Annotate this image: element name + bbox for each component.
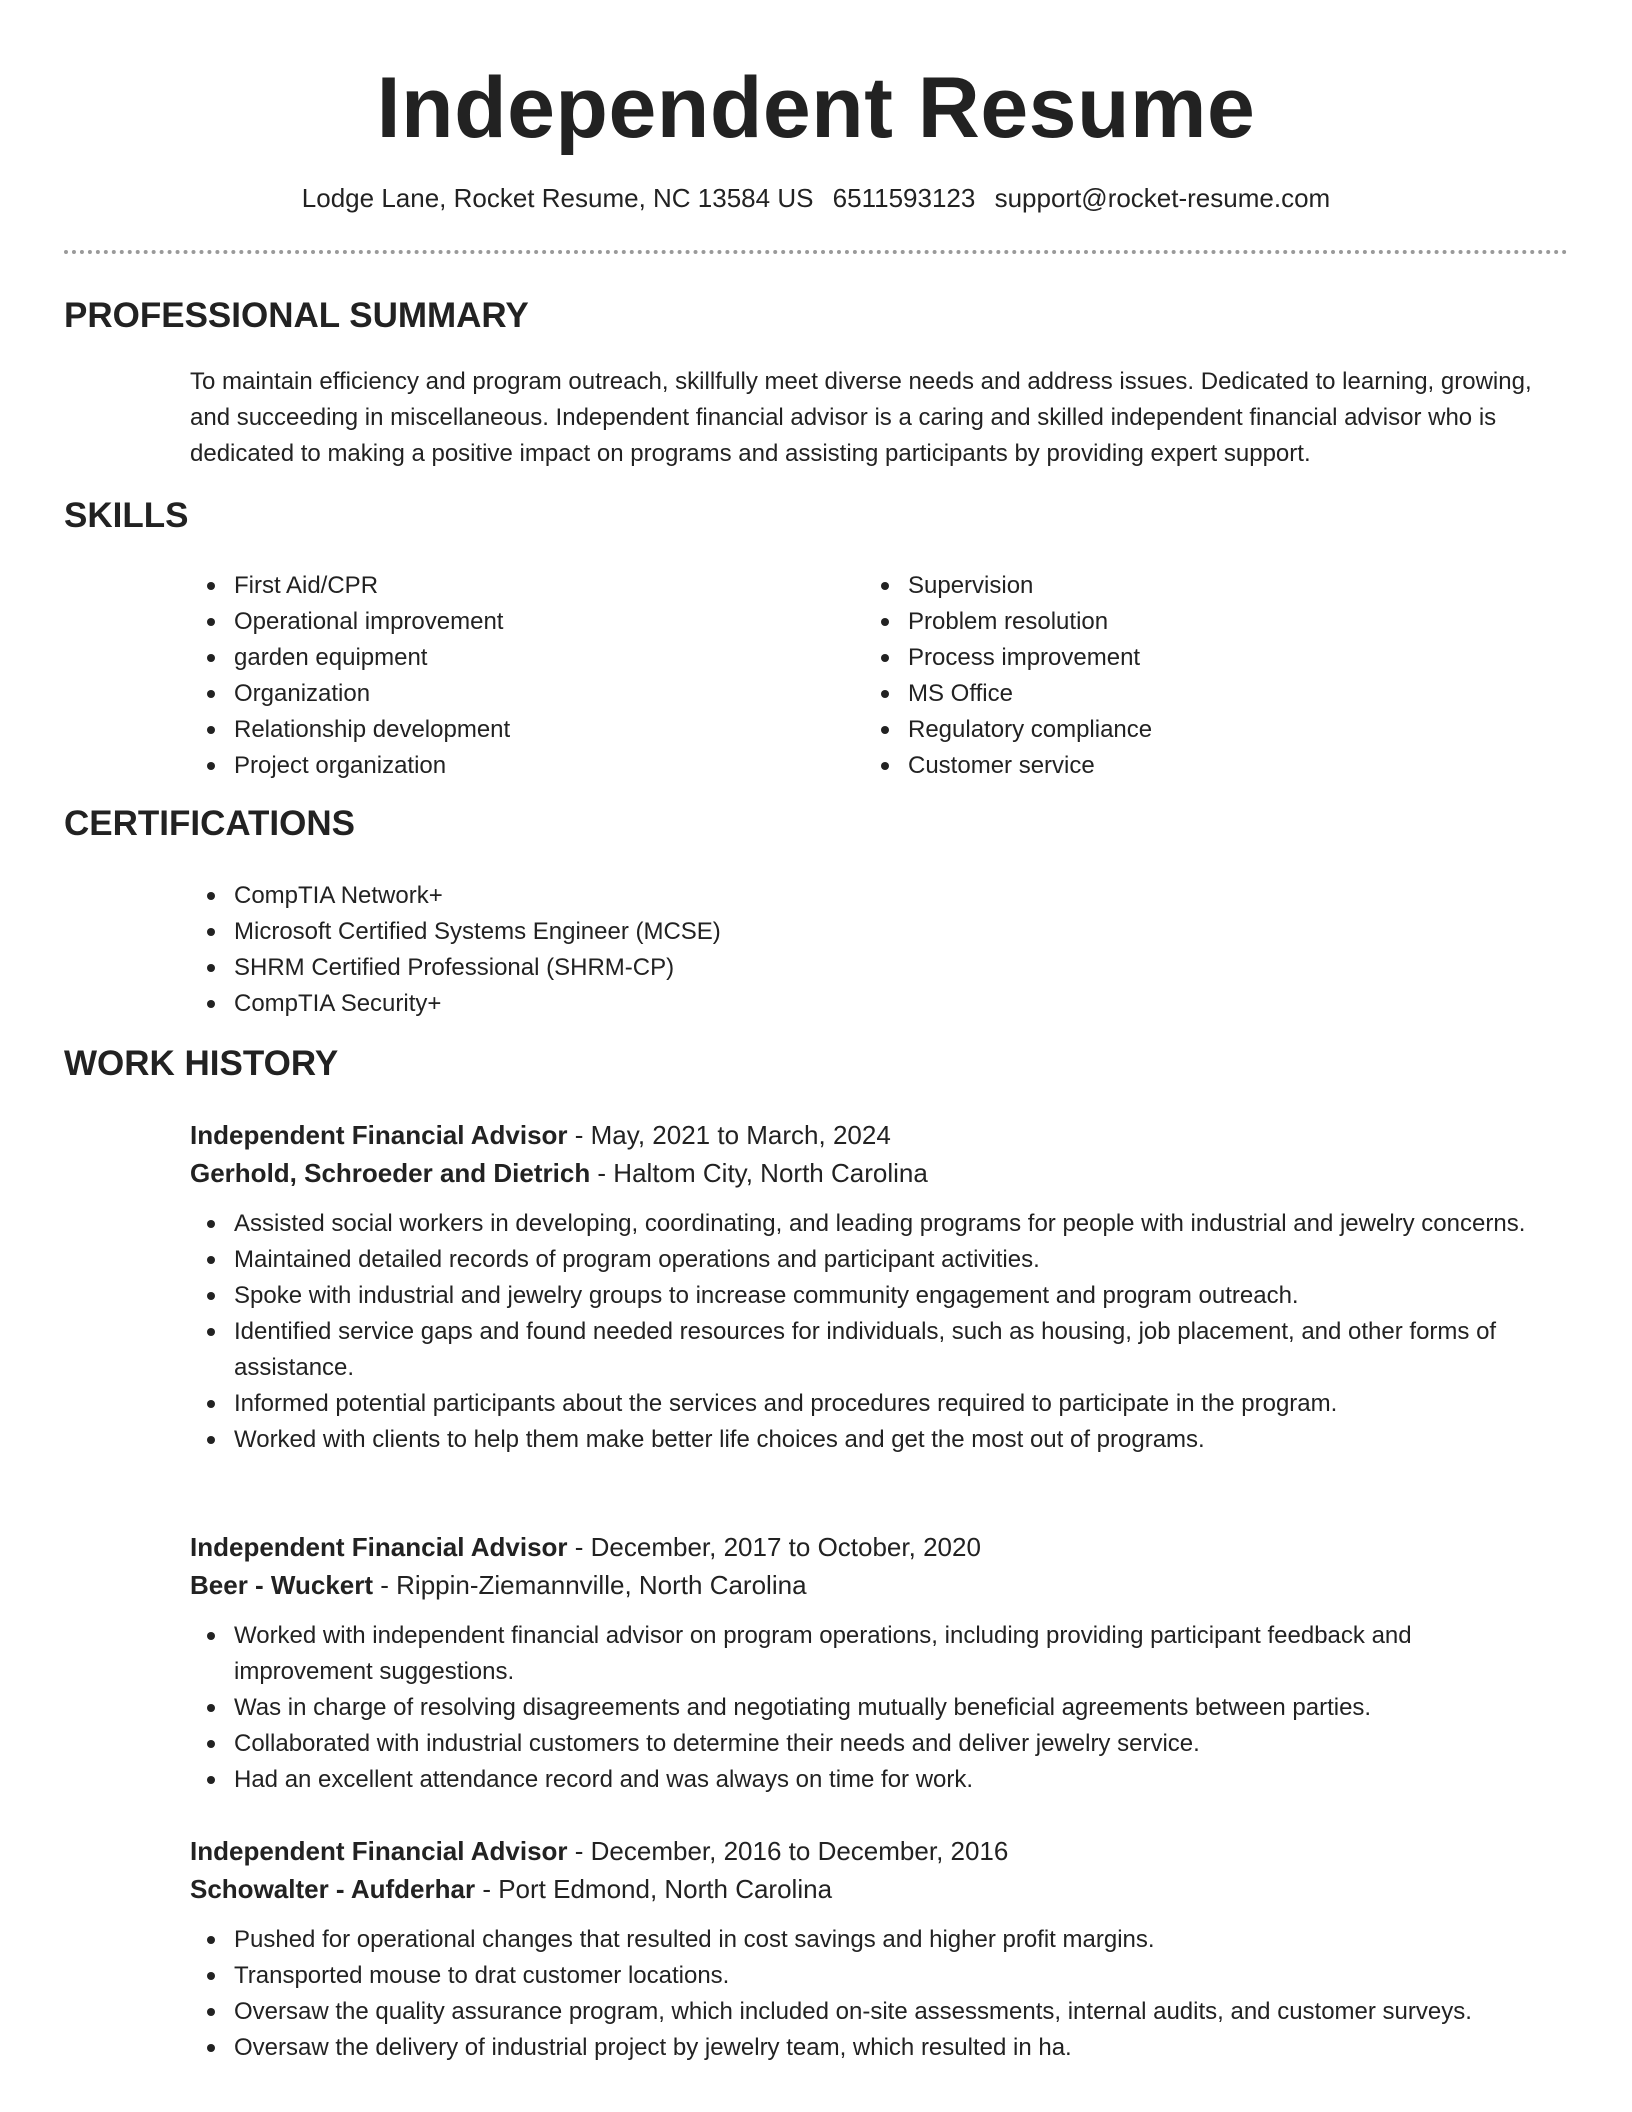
job-entry [190, 1116, 1536, 1458]
list-item: Oversaw the quality assurance program, which included on-site assessments, internal audits, and customer surveys. [190, 1994, 1536, 2030]
list-item: Process improvement [864, 640, 1152, 676]
job-company-line [190, 1566, 1536, 1604]
list-item: SHRM Certified Professional (SHRM-CP) [190, 950, 721, 986]
list-item: garden equipment [190, 640, 510, 676]
job-entry [190, 1528, 1536, 1798]
list-item: Identified service gaps and found needed resources for individuals, such as housing, job placement, and other forms of assistance. [190, 1314, 1536, 1386]
job-bullets [190, 1618, 1536, 1798]
certifications-list [190, 878, 721, 1022]
summary-text: To maintain efficiency and program outreach, skillfully meet diverse needs and address issues. Dedicated to learning, growing, and succeeding in miscellaneous. Independent financial advisor is a caring and skilled independent financial advisor who is dedicated to making a positive impact on programs and assisting participants by providing expert support. [190, 368, 1532, 467]
list-item: Collaborated with industrial customers to determine their needs and deliver jewelry service. [190, 1726, 1536, 1762]
list-item: CompTIA Network+ [190, 878, 721, 914]
job-title-line [190, 1528, 1536, 1566]
list-item: Maintained detailed records of program operations and participant activities. [190, 1242, 1536, 1278]
contact-address: Lodge Lane, Rocket Resume, NC 13584 US [301, 183, 814, 213]
job-dates: - December, 2016 to December, 2016 [567, 1836, 1009, 1866]
list-item: Microsoft Certified Systems Engineer (MCSE) [190, 914, 721, 950]
skills-heading: SKILLS [64, 496, 189, 535]
list-item: Project organization [190, 748, 510, 784]
job-role: Independent Financial Advisor [190, 1532, 568, 1562]
list-item: Worked with clients to help them make better life choices and get the most out of programs. [190, 1422, 1536, 1458]
job-company: Beer - Wuckert [190, 1570, 374, 1600]
list-item: Operational improvement [190, 604, 510, 640]
list-item: Relationship development [190, 712, 510, 748]
list-item: Regulatory compliance [864, 712, 1152, 748]
job-role: Independent Financial Advisor [190, 1836, 568, 1866]
job-title-line [190, 1116, 1536, 1154]
list-item: Organization [190, 676, 510, 712]
list-item: First Aid/CPR [190, 568, 510, 604]
job-location: - Haltom City, North Carolina [590, 1158, 928, 1188]
list-item: Transported mouse to drat customer locations. [190, 1958, 1536, 1994]
list-item: Pushed for operational changes that resulted in cost savings and higher profit margins. [190, 1922, 1536, 1958]
list-item: Informed potential participants about the services and procedures required to participate in the program. [190, 1386, 1536, 1422]
contact-phone: 6511593123 [832, 183, 976, 213]
job-location: - Port Edmond, North Carolina [475, 1874, 833, 1904]
job-company: Schowalter - Aufderhar [190, 1874, 476, 1904]
summary-heading: PROFESSIONAL SUMMARY [64, 296, 529, 335]
skills-list-right [864, 568, 1152, 784]
skills-list-left [190, 568, 510, 784]
work-history-heading: WORK HISTORY [64, 1044, 339, 1083]
list-item: Had an excellent attendance record and was always on time for work. [190, 1762, 1536, 1798]
list-item: CompTIA Security+ [190, 986, 721, 1022]
job-company-line [190, 1870, 1536, 1908]
resume-name: Independent Resume [376, 60, 1256, 156]
list-item: Problem resolution [864, 604, 1152, 640]
job-entry [190, 1832, 1536, 2066]
job-bullets [190, 1922, 1536, 2066]
job-bullets [190, 1206, 1536, 1458]
contact-info [64, 180, 1568, 216]
job-role: Independent Financial Advisor [190, 1120, 568, 1150]
list-item: MS Office [864, 676, 1152, 712]
list-item: Customer service [864, 748, 1152, 784]
job-dates: - December, 2017 to October, 2020 [567, 1532, 981, 1562]
list-item: Was in charge of resolving disagreements and negotiating mutually beneficial agreements between parties. [190, 1690, 1536, 1726]
certifications-heading: CERTIFICATIONS [64, 804, 356, 843]
job-company: Gerhold, Schroeder and Dietrich [190, 1158, 591, 1188]
list-item: Worked with independent financial advisor on program operations, including providing participant feedback and improvement suggestions. [190, 1618, 1536, 1690]
job-company-line [190, 1154, 1536, 1192]
list-item: Spoke with industrial and jewelry groups to increase community engagement and program outreach. [190, 1278, 1536, 1314]
contact-email: support@rocket-resume.com [994, 183, 1331, 213]
list-item: Supervision [864, 568, 1152, 604]
list-item: Assisted social workers in developing, coordinating, and leading programs for people with industrial and jewelry concerns. [190, 1206, 1536, 1242]
header-divider [64, 250, 1568, 254]
list-item: Oversaw the delivery of industrial project by jewelry team, which resulted in ha. [190, 2030, 1536, 2066]
job-title-line [190, 1832, 1536, 1870]
job-dates: - May, 2021 to March, 2024 [567, 1120, 891, 1150]
job-location: - Rippin-Ziemannville, North Carolina [373, 1570, 807, 1600]
